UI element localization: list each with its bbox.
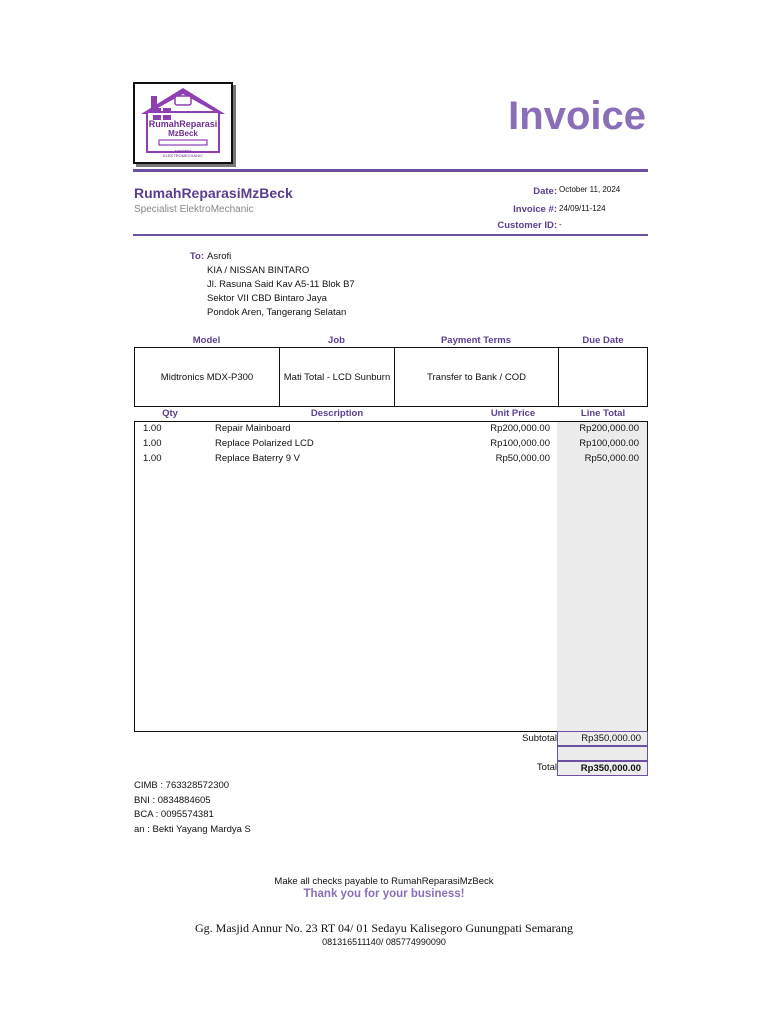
item-line-total: Rp200,000.00 xyxy=(579,423,639,434)
company-tagline: Specialist ElektroMechanic xyxy=(134,204,254,215)
item-line-total: Rp100,000.00 xyxy=(579,438,639,449)
company-logo xyxy=(133,82,233,164)
footer-phones: 081316511140/ 085774990090 xyxy=(322,937,446,947)
customer-id-value: - xyxy=(559,220,562,229)
total-label: Total xyxy=(536,762,557,773)
recipient-company: KIA / NISSAN BINTARO xyxy=(207,265,310,276)
job-value: Mati Total - LCD Sunburn xyxy=(280,348,395,406)
date-value: October 11, 2024 xyxy=(559,185,621,194)
item-description: Replace Polarized LCD xyxy=(215,438,314,449)
bank-account-name: an : Bekti Yayang Mardya S xyxy=(134,824,251,835)
total-value: Rp350,000.00 xyxy=(557,761,648,776)
due-date-value xyxy=(559,348,647,406)
item-unit-price: Rp100,000.00 xyxy=(490,438,550,449)
logo-text-3: specialist xyxy=(174,148,192,153)
logo-text-4: ELEKTROMECHANIC xyxy=(162,153,204,158)
header-model: Model xyxy=(192,335,221,346)
logo-text-1: RumahReparasi xyxy=(148,119,218,129)
subtotal-value: Rp350,000.00 xyxy=(557,731,648,746)
customer-id-label: Customer ID: xyxy=(497,220,557,231)
thank-you-note: Thank you for your business! xyxy=(303,888,465,900)
header-description: Description xyxy=(310,408,364,419)
job-info-table xyxy=(134,347,648,407)
bank-bca: BCA : 0095574381 xyxy=(134,809,214,820)
recipient-name: Asrofi xyxy=(207,251,232,262)
payment-terms-value: Transfer to Bank / COD xyxy=(395,348,559,406)
header-payment-terms: Payment Terms xyxy=(440,335,512,346)
item-unit-price: Rp50,000.00 xyxy=(495,453,550,464)
items-table xyxy=(134,421,648,732)
invoice-number-value: 24/09/11-124 xyxy=(559,204,606,213)
to-label: To: xyxy=(189,251,204,262)
item-description: Repair Mainboard xyxy=(215,423,291,434)
recipient-address-1: Jl. Rasuna Said Kav A5-11 Blok B7 xyxy=(207,279,355,290)
footer-address: Gg. Masjid Annur No. 23 RT 04/ 01 Sedayu Kalisegoro Gunungpati Semarang xyxy=(194,921,574,935)
bank-bni: BNI : 0834884605 xyxy=(134,795,211,806)
item-description: Replace Baterry 9 V xyxy=(215,453,301,464)
invoice-number-label: Invoice #: xyxy=(513,204,557,215)
recipient-address-3: Pondok Aren, Tangerang Selatan xyxy=(207,307,347,318)
checks-payable-note: Make all checks payable to RumahReparasiMzBeck xyxy=(274,876,494,887)
header-job: Job xyxy=(328,335,345,346)
item-qty: 1.00 xyxy=(143,423,162,434)
item-qty: 1.00 xyxy=(143,438,162,449)
bank-cimb: CIMB : 763328572300 xyxy=(134,780,230,791)
item-qty: 1.00 xyxy=(143,453,162,464)
item-line-total: Rp50,000.00 xyxy=(584,453,639,464)
company-divider xyxy=(133,234,648,236)
header-due-date: Due Date xyxy=(582,335,624,346)
header-divider xyxy=(133,169,648,172)
header-unit-price: Unit Price xyxy=(490,408,536,419)
subtotal-label: Subtotal xyxy=(522,733,557,744)
recipient-address-2: Sektor VII CBD Bintaro Jaya xyxy=(207,293,327,304)
invoice-title: Invoice xyxy=(508,94,646,138)
date-label: Date: xyxy=(533,186,557,197)
item-unit-price: Rp200,000.00 xyxy=(490,423,550,434)
logo-house-icon xyxy=(135,84,231,162)
tax-row-blank xyxy=(557,746,648,761)
header-qty: Qty xyxy=(162,408,178,419)
model-value: Midtronics MDX-P300 xyxy=(135,348,280,406)
header-line-total: Line Total xyxy=(580,408,626,419)
company-name: RumahReparasiMzBeck xyxy=(134,185,293,201)
logo-text-2: MzBeck xyxy=(168,129,198,138)
